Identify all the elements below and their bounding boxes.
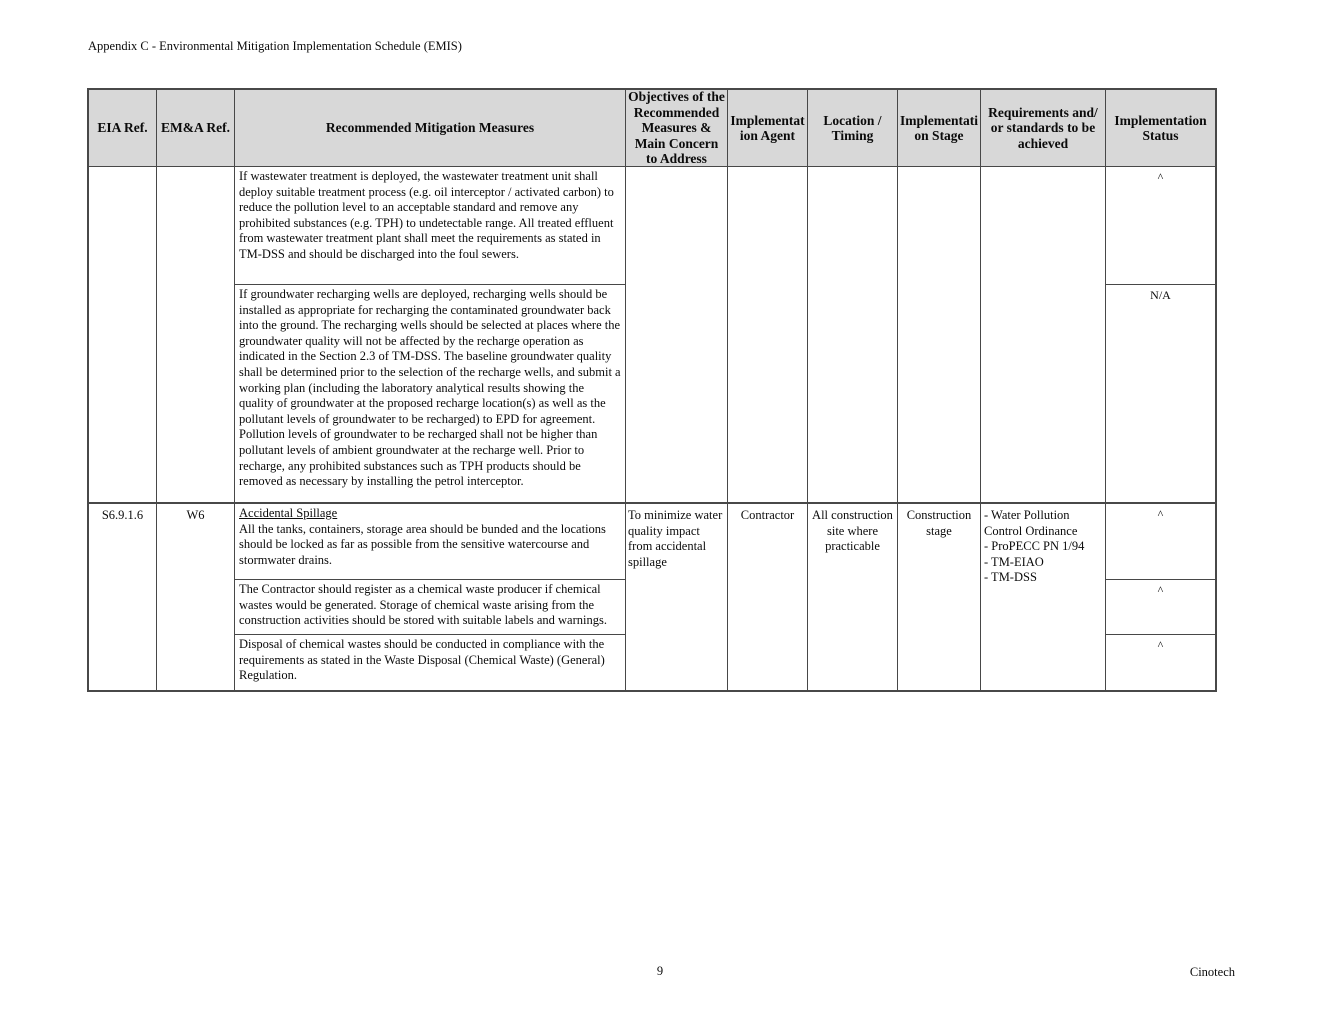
s1-location-cell [808,167,898,504]
col-header-objectives: Objectives of the Recommended Measures & Main Concern to Address [626,90,728,167]
status-value: ^ [1106,504,1215,580]
requirement-item: - ProPECC PN 1/94 [984,539,1085,554]
s2-measures-cell [235,504,626,690]
appendix-title: Appendix C - Environmental Mitigation Implementation Schedule (EMIS) [88,39,462,53]
requirement-item: - TM-DSS [984,570,1037,585]
page-number: 9 [656,964,664,978]
status-value: ^ [1106,167,1215,285]
requirement-item: - Water Pollution Control Ordinance [984,508,1078,538]
measure-text: Disposal of chemical wastes should be conducted in compliance with the requirements as stated in the Waste Disposal (Chemical Waste) (General) Regulation. [239,637,605,683]
s2-measure-disposal [235,635,625,690]
s2-objectives: To minimize water quality impact from accidental spillage [626,504,728,690]
status-value: ^ [1157,638,1164,652]
s2-measure-chemical-waste [235,580,625,635]
s1-objectives-cell [626,167,728,504]
col-header-agent: Implementation Agent [728,90,808,167]
s1-ema-ref-cell [157,167,235,504]
s1-measures-cell [235,167,626,504]
s2-requirements [981,504,1106,690]
measure-text: If groundwater recharging wells are deployed, recharging wells should be installed as appropriate for recharging the contaminated groundwater back into the ground. The recharging wells should be selected at places where the groundwater quality will not be affected by the recharge operation as indicated in the Section 2.3 of TM-DSS. The baseline groundwater quality shall be determined prior to the selection of the recharge wells, and submit a working plan (including the laboratory analytical results showing the quality of groundwater at the proposed recharge location(s) as well as the pollutant levels of groundwater to be recharged) to EPD for agreement. Pollution levels of groundwater to be recharged shall not be higher than pollutant levels of ambient groundwater at the recharge well. Prior to recharge, any prohibited substances such as TPH products should be removed as necessary by installing the petrol interceptor. [239,287,621,489]
s1-requirements-cell [981,167,1106,504]
measure-text: All the tanks, containers, storage area should be bunded and the locations should be locked as far as possible from the sensitive watercourse and stormwater drains. [239,521,606,567]
measure-text: If wastewater treatment is deployed, the wastewater treatment unit shall deploy suitable treatment process (e.g. oil interceptor / activated carbon) to reduce the pollution level to an acceptable standard and remove any prohibited substances (e.g. TPH) to undetectable range. All treated effluent from wastewater treatment plant shall meet the requirements as stated in TM-DSS and should be discharged into the foul sewers. [239,169,614,261]
col-header-location-timing: Location / Timing [808,90,898,167]
s1-status-cell [1106,167,1215,504]
s2-measure-spillage [235,504,625,580]
col-header-status: Implementation Status [1106,90,1215,167]
s2-agent: Contractor [728,504,808,690]
emis-table [87,88,1217,692]
s2-location-timing: All construction site where practicable [808,504,898,690]
col-header-ema-ref: EM&A Ref. [157,90,235,167]
col-header-measures: Recommended Mitigation Measures [235,90,626,167]
s1-measure-wastewater [235,167,625,285]
s2-stage: Construction stage [898,504,981,690]
s2-ema-ref: W6 [157,504,235,690]
requirement-item: - TM-EIAO [984,554,1044,569]
status-value: ^ [1106,580,1215,635]
s1-stage-cell [898,167,981,504]
col-header-requirements: Requirements and/ or standards to be achieved [981,90,1106,167]
s1-eia-ref-cell [89,167,157,504]
col-header-stage: Implementation Stage [898,90,981,167]
s1-agent-cell [728,167,808,504]
measure-heading: Accidental Spillage [239,506,338,520]
status-value: N/A [1150,288,1171,302]
s1-measure-groundwater [235,285,625,502]
measure-text: The Contractor should register as a chemical waste producer if chemical wastes would be generated. Storage of chemical waste arising from the construction activities should be stored with suitable labels and warnings. [239,582,607,628]
s2-eia-ref: S6.9.1.6 [89,504,157,690]
s2-status-cell [1106,504,1215,690]
publisher-name: Cinotech [1189,965,1235,979]
col-header-eia-ref: EIA Ref. [89,90,157,167]
